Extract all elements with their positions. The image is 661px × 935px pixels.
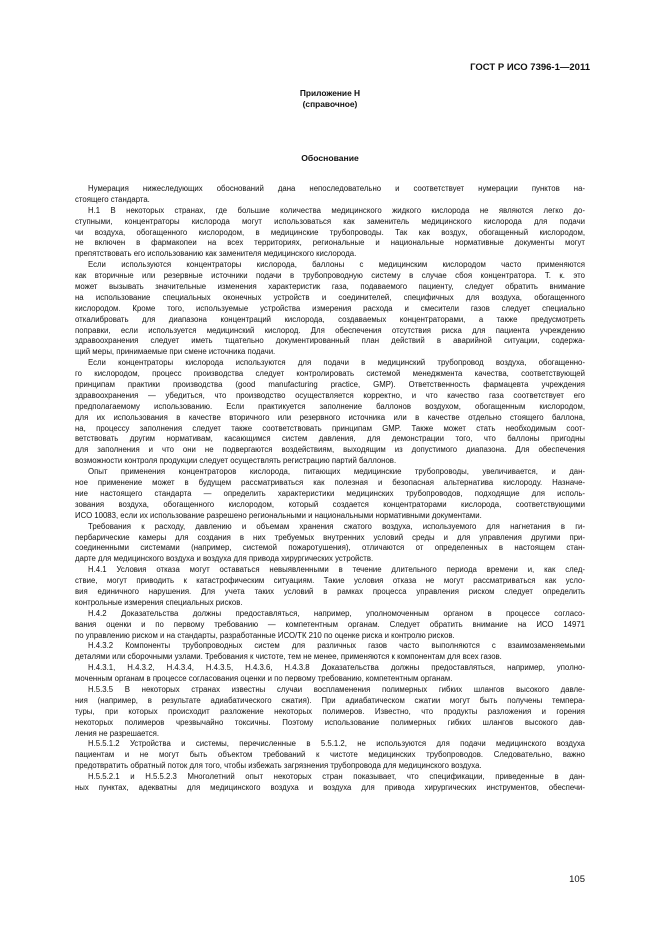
paragraph-h5-5-1-2 [75,739,585,772]
text-line: может вызывать значительные изменения характеристик газа, подаваемого пациенту, следует обратить внимание [75,282,585,292]
text-line: дарте для медицинского воздуха и воздуха для привода хирургических устройств. [75,554,374,564]
paragraph-h5-3-5 [75,685,585,739]
paragraph-gmp [75,358,585,467]
text-line: зования воздуха, обогащенного кислородом, который создается концентраторами кислорода, соответствующими [75,499,585,509]
paragraph-h4-3-2 [75,641,585,663]
text-line: стоящего стандарта. [75,194,150,204]
text-line: Н.5.3.5 В некоторых странах известны случаи воспламенения полимерных гибких шлангов высокого давле- [88,684,585,694]
text-line: препятствовать его использованию как заменителя медицинского кислорода. [75,249,357,259]
text-line: соединенными системами (например, системой пожаротушения), отличаются от определенных в настоящем стан- [75,543,585,553]
text-line: для заполнения и что они не подвергаются воздействиям, выходящим из допустимого диапазона. Для обеспечения [75,445,585,455]
text-line: Н.4.2 Доказательства должны предоставляться, например, уполномоченным органом в процессе согласо- [88,608,585,618]
text-line: пербарические камеры для создания в них требуемых внутренних условий среды и для управления другими при- [75,532,585,542]
paragraph-concentrator-backup [75,260,585,358]
annex-title: Приложение Н [299,88,361,98]
annex-type: (справочное) [302,99,358,109]
text-line: Если концентраторы кислорода используются для подачи в медицинский трубопровод воздуха, обогащенно- [88,358,585,368]
text-line: ления не разрешается. [75,728,160,738]
text-line: кислородом. Кроме того, используемые устройства измерения расхода и смесители газов следует специально [75,303,585,313]
text-line: щий меры, принимаемые при смене источника подачи. [75,347,276,357]
text-line: ния (например, в результате адиабатического сжатия). При адиабатическом сжатии могут быть получены темпера- [75,695,585,705]
text-line: не включен в фармакопеи на всех территориях, региональные и национальные нормативные документы могут [75,238,585,248]
text-line: вания оценки и по первому требованию — компетентным органам. Следует обратить внимание на ИСО 14971 [75,619,585,629]
section-title: Обоснование [301,153,359,163]
paragraph-h4-2 [75,609,585,642]
text-line: по управлению риском и на стандарты, разработанные ИСО/ТК 210 по оценке риска и контролю рисков. [75,630,455,640]
text-line: как вторичные или резервные источники подачи в трубопроводную систему в случае сбоя концентратора. Т. к. это [75,271,585,281]
paragraph-numbering-note [75,184,585,206]
text-line: чи воздуха, обогащенного кислородом, в медицинские трубопроводы. Так как воздух, обогащенный кислородом, [75,227,585,237]
text-line: Нумерация нижеследующих обоснований дана непоследовательно и соответствует нумерации пунктов на- [88,184,585,193]
text-line: контрольные измерения специальных рисков. [75,597,243,607]
text-line: предполагаемому использованию. Если практикуется заполнение баллонов воздухом, обогащенным кислородом, [75,401,585,411]
text-line: Н.4.3.2 Компоненты трубопроводных систем для различных газов часто выполняются с взаимозаменяемыми [88,641,585,651]
paragraph-h1 [75,206,585,260]
text-line: Опыт применения концентраторов кислорода, питающих медицинские трубопроводы, увеличивается, и дан- [88,467,585,477]
text-line: Если используются концентраторы кислорода, баллоны с медицинским кислородом часто применяются [88,260,585,270]
text-line: ствие, могут приводить к катастрофическим ситуациям. Такие условия отказа не могут рассматриваться как усло- [75,576,585,586]
paragraph-hyperbaric [75,522,585,566]
text-line: на использование специальных оконечных устройств и соединителей, специфичных для воздуха, обогащенного [75,292,585,302]
standard-designation: ГОСТ Р ИСО 7396-1—2011 [470,62,590,73]
text-line: Н.4.3.1, Н.4.3.2, Н.4.3.4, Н.4.3.5, Н.4.3.6, Н.4.3.8 Доказательства должны предоставляться, например, уполно- [88,663,585,673]
text-line: предотвратить обратный поток для того, чтобы избежать загрязнения трубопровода для медицинского воздуха. [75,761,482,771]
paragraph-experience [75,467,585,521]
text-line: здравоохранения следует иметь тщательно документированный план действий в аварийной ситуации, содержа- [75,336,585,346]
text-line: ние настоящего стандарта — определить характеристики медицинских трубопроводов, подходящие для исполь- [75,488,585,498]
paragraph-h4-1 [75,565,585,609]
text-line: принципам практики производства (good manufacturing practice, GMP). Ответственность фармацевта учреждения [75,380,585,390]
text-line: возможности контроля продукции следует осуществлять регистрацию партий баллонов. [75,456,397,466]
text-line: некоторых полимеров чрезвычайно токсичны. Поэтому использование полимерных гибких шлангов высокого дав- [75,717,585,727]
text-line: Н.4.1 Условия отказа могут оставаться невыявленными в течение длительного периода времени и, как след- [88,565,585,575]
text-line: туры, при которых происходит разложение некоторых полимеров. Известно, что продукты разложения и горения [75,706,585,716]
text-line: ветствовать другим нормативам, касающимся систем давления, для демонстрации того, что баллоны пригодны [75,434,585,444]
text-line: Н.1 В некоторых странах, где большие количества медицинского жидкого кислорода не являются легко до- [88,205,585,215]
document-body [75,184,585,794]
text-line: ных пунктах, адекватны для медицинского воздуха и воздуха для привода хирургических инструментов, обеспечи- [75,782,585,792]
text-line: моченным органам в процессе согласования оценки и по первому требованию, компетентным органам. [75,674,453,684]
text-line: здравоохранения — убедиться, что производство осуществляется корректно, и что качество газа соответствует его [75,390,585,400]
text-line: для их использования в качестве вторичного или резервного источника или в качестве отдельно стоящего баллона, [75,412,585,422]
text-line: Н.5.5.1.2 Устройства и системы, перечисленные в 5.5.1.2, не используются для подачи медицинского воздуха [88,739,585,749]
text-line: на, процессу заполнения следует также соответствовать принципам GMP. Также может стать необходимым соот- [75,423,585,433]
text-line: пациентам и не могут быть объектом требований к чистоте медицинских трубопроводов. Следовательно, важно [75,750,585,760]
text-line: ступными, концентраторы кислорода могут использоваться как заменитель медицинского кислорода для подачи [75,216,585,226]
paragraph-h5-5-2 [75,772,585,794]
text-line: го кислородом, процесс производства следует контролировать системой менеджмента качества, соответствующей [75,369,585,379]
text-line: ИСО 10083, если их использование разрешено региональными и национальными нормативными документами. [75,510,482,520]
page-number: 105 [569,874,585,885]
text-line: деталями или сборочными узлами. Требования к чистоте, тем не менее, применяются к компонентам для всех газов. [75,652,502,662]
text-line: Требования к расходу, давлению и объемам хранения сжатого воздуха, используемого для нагнетания в ги- [88,521,585,531]
text-line: вия единичного нарушения. Для учета таких условий в рамках процесса управления риском следует определить [75,586,585,596]
text-line: Н.5.5.2.1 и Н.5.5.2.3 Многолетний опыт некоторых стран показывает, что спецификации, приведенные в дан- [88,772,585,782]
annex-heading [200,88,460,110]
paragraph-h4-3-list [75,663,585,685]
text-line: ное применение может в будущем рассматриваться как полезная и безопасная альтернатива кислороду. Назначе- [75,478,585,488]
text-line: откалибровать для диапазона концентраций кислорода, создаваемых концентраторами, а также предусмотреть [75,314,585,324]
text-line: поправки, если используется медицинский кислород. Для обеспечения отсутствия риска для пациента учреждению [75,325,585,335]
